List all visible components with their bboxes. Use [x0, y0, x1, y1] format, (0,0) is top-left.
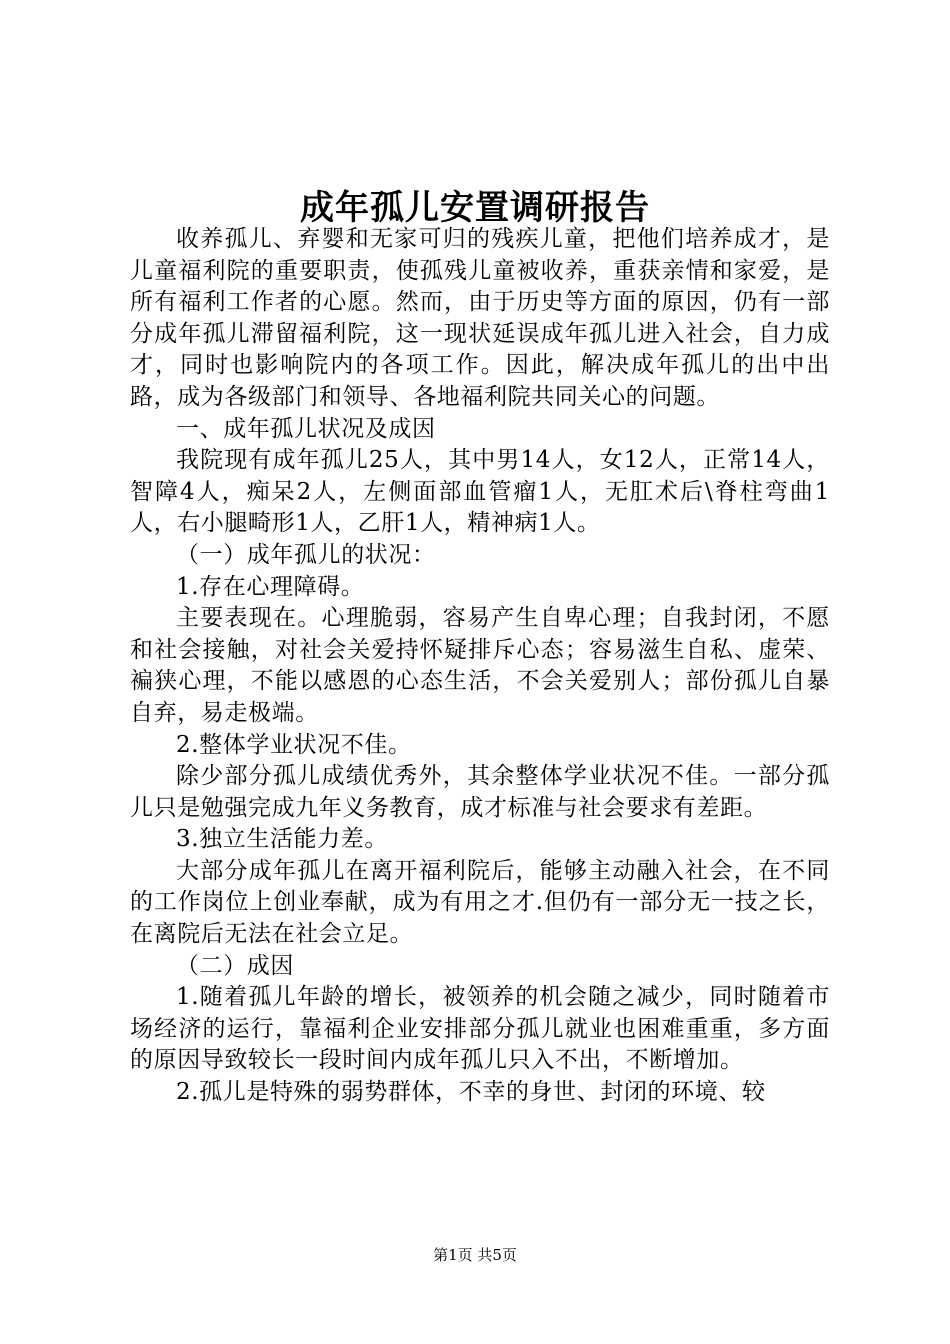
intro-paragraph: 收养孤儿、弃婴和无家可归的残疾儿童，把他们培养成才，是儿童福利院的重要职责，使孤残儿童被收养，重获亲情和家爱，是所有福利工作者的心愿。然而，由于历史等方面的原因，仍有一部分成年孤儿滞留福利院，这一现状延误成年孤儿进入社会，自力成才，同时也影响院内的各项工作。因此，解决成年孤儿的出中出路，成为各级部门和领导、各地福利院共同关心的问题。: [130, 226, 830, 410]
academic-paragraph: 除少部分孤儿成绩优秀外，其余整体学业状况不佳。一部分孤儿只是勉强完成九年义务教育，成才标准与社会要求有差距。: [130, 763, 830, 821]
psychological-paragraph: 主要表现在。心理脆弱，容易产生自卑心理；自我封闭，不愿和社会接触，对社会关爱持怀疑排斥心态；容易滋生自私、虚荣、褊狭心理，不能以感恩的心态生活，不会关爱别人；部份孤儿自暴自弃，易走极端。: [130, 605, 830, 726]
item-heading-psychological: 1.存在心理障碍。: [176, 573, 365, 600]
document-title: 成年孤儿安置调研报告: [300, 188, 650, 228]
subsection-heading-causes: （二）成因: [176, 952, 294, 979]
item-heading-independence: 3.独立生活能力差。: [176, 826, 388, 853]
item-heading-academic: 2.整体学业状况不佳。: [176, 731, 412, 758]
cause-paragraph-1: 1.随着孤儿年龄的增长，被领养的机会随之减少，同时随着市场经济的运行，靠福利企业安排部分孤儿就业也困难重重，多方面的原因导致较长一段时间内成年孤儿只入不出，不断增加。: [130, 984, 830, 1074]
cause-paragraph-2: 2.孤儿是特殊的弱势群体，不幸的身世、封闭的环境、较: [176, 1079, 766, 1106]
section-heading-status-causes: 一、成年孤儿状况及成因: [176, 415, 436, 442]
subsection-heading-status: （一）成年孤儿的状况：: [176, 541, 436, 568]
orphan-statistics-paragraph: 我院现有成年孤儿25人，其中男14人，女12人，正常14人，智障4人，痴呆2人，左侧面部血管瘤1人，无肛术后\脊柱弯曲1人，右小腿畸形1人，乙肝1人，精神病1人。: [130, 447, 830, 537]
independence-paragraph: 大部分成年孤儿在离开福利院后，能够主动融入社会，在不同的工作岗位上创业奉献，成为有用之才.但仍有一部分无一技之长，在离院后无法在社会立足。: [130, 857, 830, 948]
page-number-footer: 第1页 共5页: [433, 1246, 517, 1264]
document-body: [130, 224, 830, 1109]
